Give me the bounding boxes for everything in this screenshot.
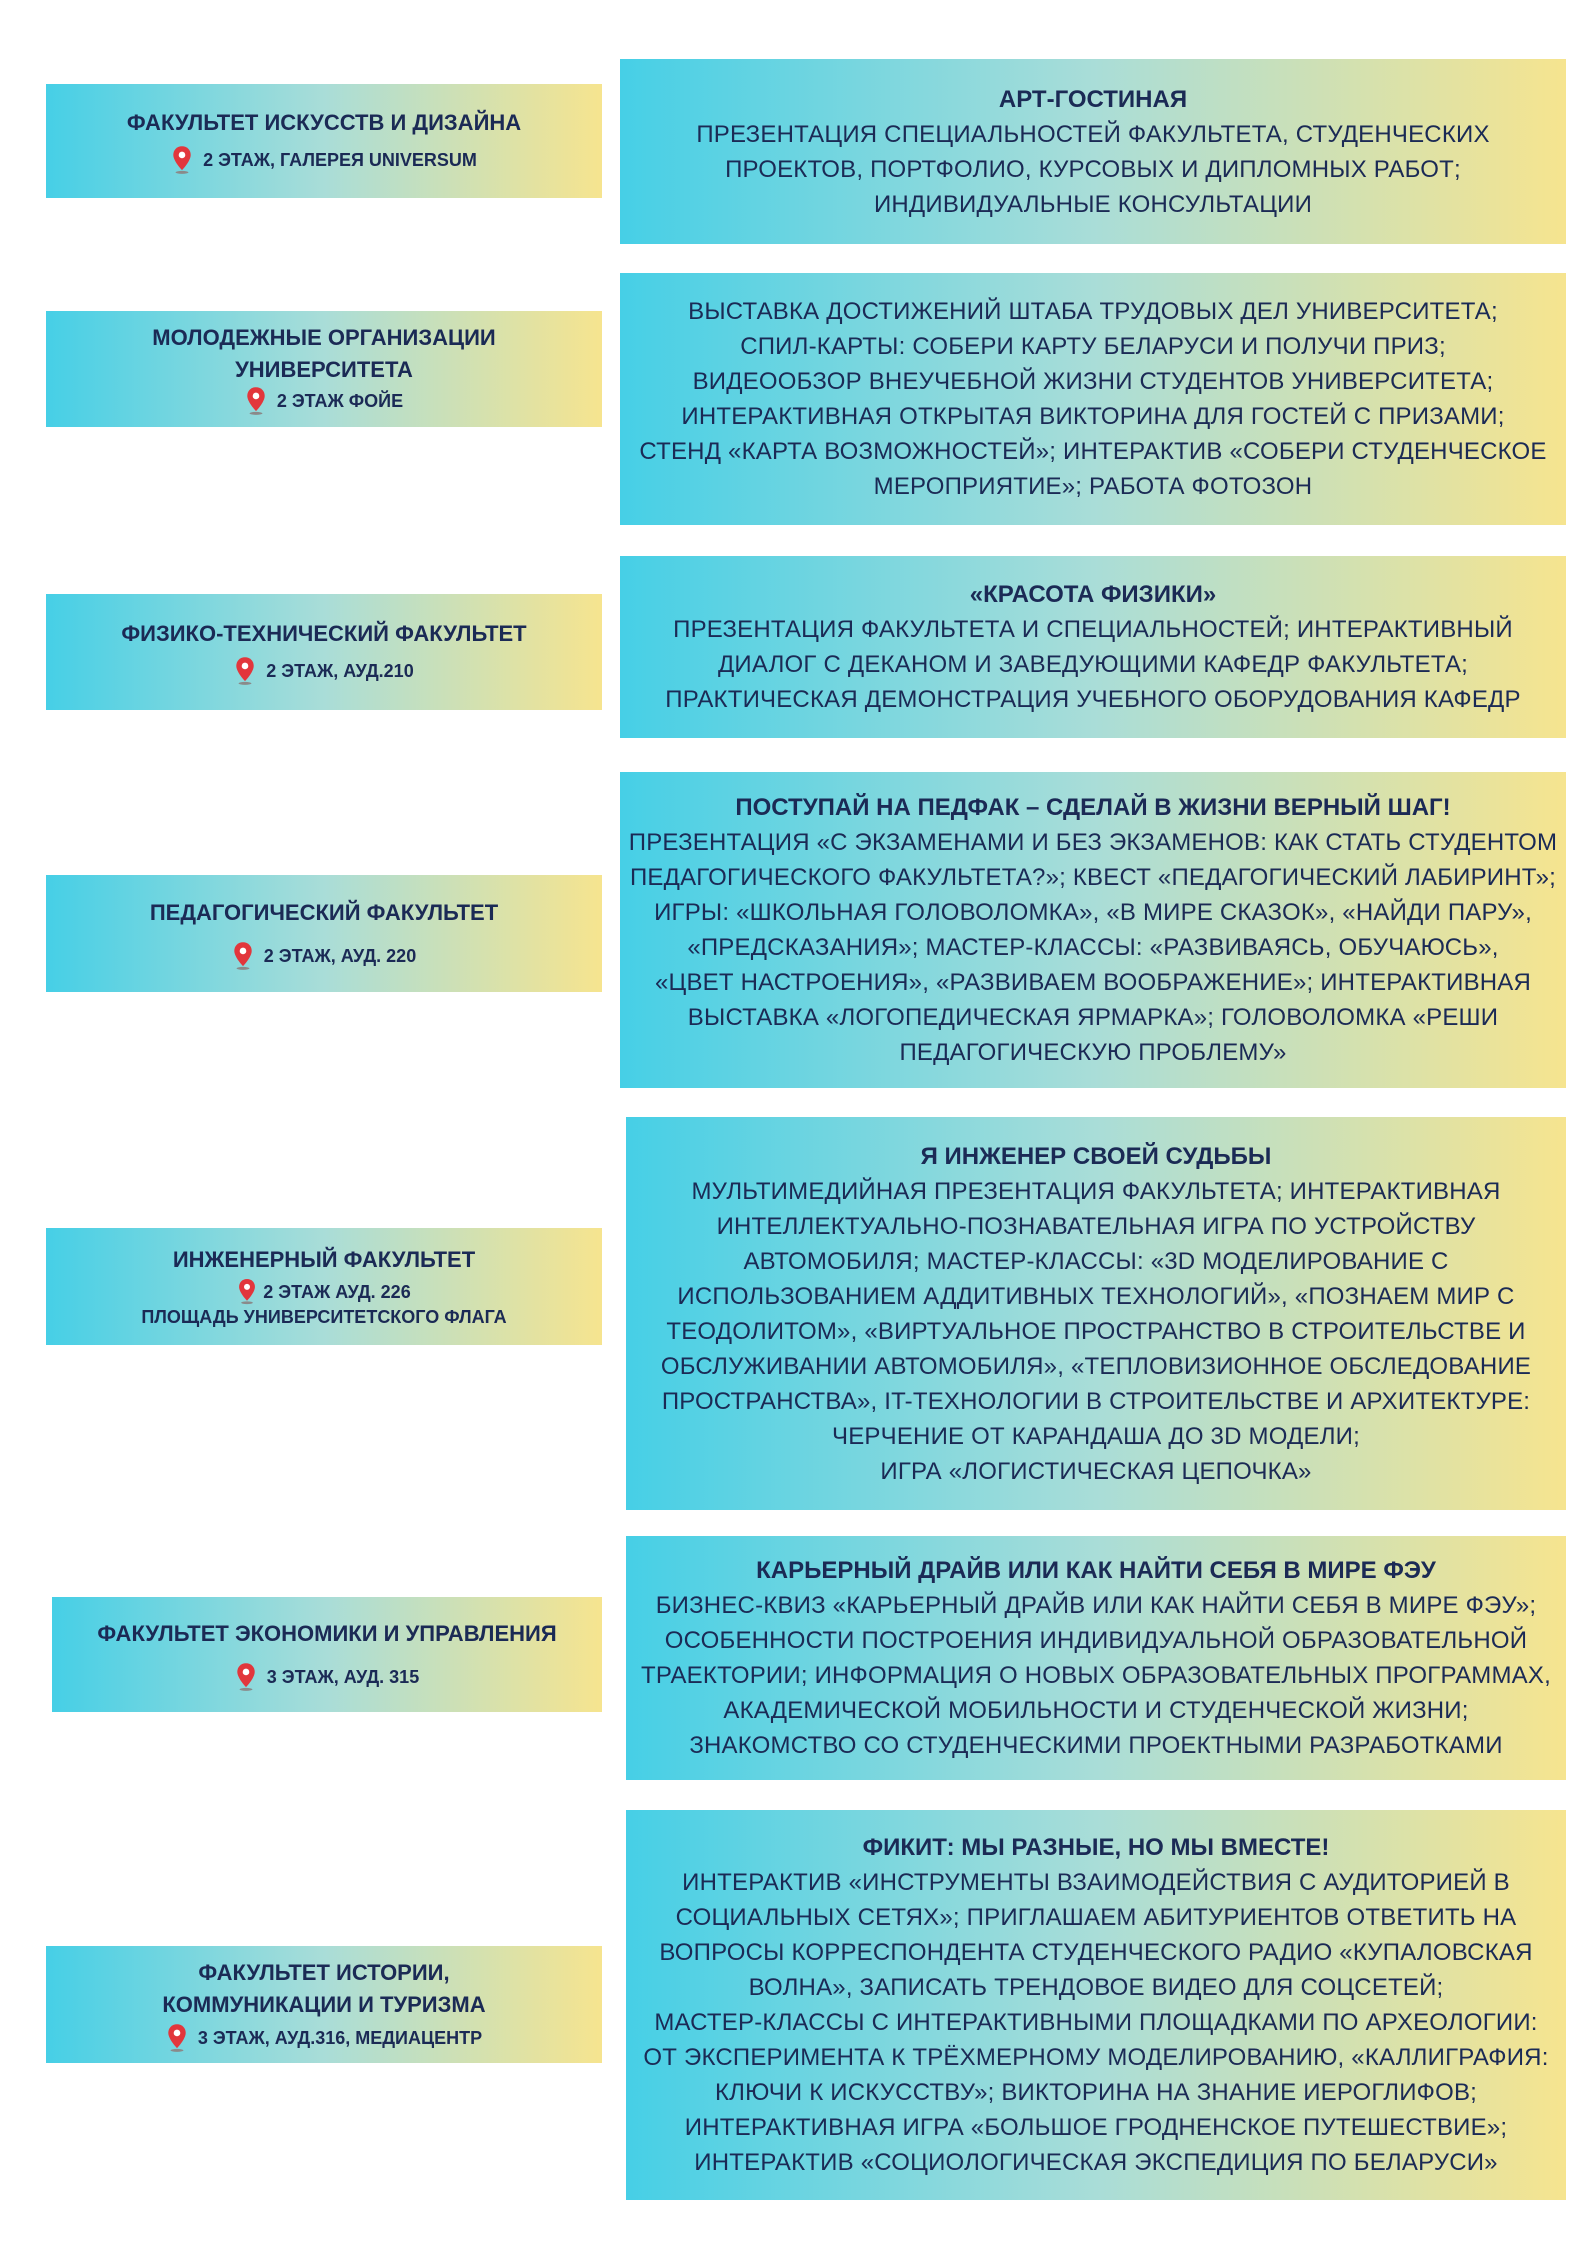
event-line: ВОЛНА», ЗАПИСАТЬ ТРЕНДОВОЕ ВИДЕО ДЛЯ СОЦСЕТЕЙ; xyxy=(748,1974,1444,2001)
event-line: «ЦВЕТ НАСТРОЕНИЯ», «РАЗВИВАЕМ ВООБРАЖЕНИЕ»; ИНТЕРАКТИВНАЯ xyxy=(654,969,1532,996)
event-card xyxy=(620,772,1566,1088)
faculty-title: МОЛОДЕЖНЫЕ ОРГАНИЗАЦИИ xyxy=(152,325,496,350)
event-heading: КАРЬЕРНЫЙ ДРАЙВ ИЛИ КАК НАЙТИ СЕБЯ В МИРЕ ФЭУ xyxy=(756,1557,1436,1584)
faculty-card xyxy=(46,311,602,427)
faculty-location xyxy=(234,656,413,686)
location-text: 2 ЭТАЖ, АУД. 220 xyxy=(263,945,417,966)
event-card xyxy=(620,59,1566,244)
event-line: ИГРЫ: «ШКОЛЬНАЯ ГОЛОВОЛОМКА», «В МИРЕ СКАЗОК», «НАЙДИ ПАРУ», xyxy=(654,899,1532,926)
event-line: МУЛЬТИМЕДИЙНАЯ ПРЕЗЕНТАЦИЯ ФАКУЛЬТЕТА; ИНТЕРАКТИВНАЯ xyxy=(691,1177,1501,1205)
faculty-location xyxy=(237,1278,410,1305)
event-line: ПРЕЗЕНТАЦИЯ «С ЭКЗАМЕНАМИ И БЕЗ ЭКЗАМЕНОВ: КАК СТАТЬ СТУДЕНТОМ xyxy=(628,829,1558,856)
location-text: 2 ЭТАЖ, ГАЛЕРЕЯ UNIVERSUM xyxy=(203,150,477,170)
event-line: АКАДЕМИЧЕСКОЙ МОБИЛЬНОСТИ И СТУДЕНЧЕСКОЙ ЖИЗНИ; xyxy=(723,1697,1469,1724)
event-line: МЕРОПРИЯТИЕ»; РАБОТА ФОТОЗОН xyxy=(873,473,1313,500)
event-heading: АРТ-ГОСТИНАЯ xyxy=(998,85,1188,113)
faculty-card xyxy=(46,594,602,710)
faculty-location-extra: ПЛОЩАДЬ УНИВЕРСИТЕТСКОГО ФЛАГА xyxy=(141,1307,507,1327)
map-pin-icon xyxy=(234,656,256,686)
event-line: МАСТЕР-КЛАССЫ С ИНТЕРАКТИВНЫМИ ПЛОЩАДКАМИ ПО АРХЕОЛОГИИ: xyxy=(654,2009,1538,2036)
event-card xyxy=(626,1117,1566,1510)
faculty-title: ФИЗИКО-ТЕХНИЧЕСКИЙ ФАКУЛЬТЕТ xyxy=(121,621,527,646)
event-line: ВИДЕООБЗОР ВНЕУЧЕБНОЙ ЖИЗНИ СТУДЕНТОВ УНИВЕРСИТЕТА; xyxy=(692,368,1494,395)
faculty-title: УНИВЕРСИТЕТА xyxy=(235,357,413,382)
faculty-card xyxy=(46,875,602,992)
map-pin-icon xyxy=(237,1278,257,1305)
map-pin-icon xyxy=(232,941,254,971)
faculty-title: ФАКУЛЬТЕТ ИСТОРИИ, xyxy=(198,1959,450,1985)
event-line: СТЕНД «КАРТА ВОЗМОЖНОСТЕЙ»; ИНТЕРАКТИВ «СОБЕРИ СТУДЕНЧЕСКОЕ xyxy=(639,438,1547,465)
faculty-location xyxy=(232,941,416,971)
faculty-location xyxy=(235,1662,419,1692)
event-line: ИНТЕЛЛЕКТУАЛЬНО-ПОЗНАВАТЕЛЬНАЯ ИГРА ПО УСТРОЙСТВУ xyxy=(716,1212,1476,1240)
event-line: ПРАКТИЧЕСКАЯ ДЕМОНСТРАЦИЯ УЧЕБНОГО ОБОРУДОВАНИЯ КАФЕДР xyxy=(665,686,1521,713)
event-line: ОТ ЭКСПЕРИМЕНТА К ТРЁХМЕРНОМУ МОДЕЛИРОВАНИЮ, «КАЛЛИГРАФИЯ: xyxy=(643,2044,1549,2071)
event-line: ВЫСТАВКА «ЛОГОПЕДИЧЕСКАЯ ЯРМАРКА»; ГОЛОВОЛОМКА «РЕШИ xyxy=(687,1004,1499,1031)
location-text: 3 ЭТАЖ, АУД.316, МЕДИАЦЕНТР xyxy=(197,2027,483,2048)
event-line: ИНТЕРАКТИВ «ИНСТРУМЕНТЫ ВЗАИМОДЕЙСТВИЯ С АУДИТОРИЕЙ В xyxy=(682,1869,1510,1896)
event-line: ПРОЕКТОВ, ПОРТФОЛИО, КУРСОВЫХ И ДИПЛОМНЫХ РАБОТ; xyxy=(725,155,1461,183)
event-line: СОЦИАЛЬНЫХ СЕТЯХ»; ПРИГЛАШАЕМ АБИТУРИЕНТОВ ОТВЕТИТЬ НА xyxy=(675,1904,1517,1931)
map-pin-icon xyxy=(171,145,193,175)
event-line: ВЫСТАВКА ДОСТИЖЕНИЙ ШТАБА ТРУДОВЫХ ДЕЛ УНИВЕРСИТЕТА; xyxy=(688,298,1498,325)
faculty-title: ИНЖЕНЕРНЫЙ ФАКУЛЬТЕТ xyxy=(172,1247,476,1272)
map-pin-icon xyxy=(166,2023,188,2053)
faculty-card xyxy=(46,1228,602,1345)
event-line: СПИЛ-КАРТЫ: СОБЕРИ КАРТУ БЕЛАРУСИ И ПОЛУЧИ ПРИЗ; xyxy=(740,333,1446,360)
event-card xyxy=(626,1536,1566,1780)
event-line: ИНТЕРАКТИВ «СОЦИОЛОГИЧЕСКАЯ ЭКСПЕДИЦИЯ ПО БЕЛАРУСИ» xyxy=(694,2149,1498,2176)
faculty-title: ФАКУЛЬТЕТ ЭКОНОМИКИ И УПРАВЛЕНИЯ xyxy=(97,1620,557,1646)
event-line: АВТОМОБИЛЯ; МАСТЕР-КЛАССЫ: «3D МОДЕЛИРОВАНИЕ С xyxy=(743,1247,1449,1275)
map-pin-icon xyxy=(235,1662,257,1692)
event-line: ОСОБЕННОСТИ ПОСТРОЕНИЯ ИНДИВИДУАЛЬНОЙ ОБРАЗОВАТЕЛЬНОЙ xyxy=(664,1627,1528,1654)
location-text: 2 ЭТАЖ, АУД.210 xyxy=(266,661,414,681)
event-line: ПРЕЗЕНТАЦИЯ СПЕЦИАЛЬНОСТЕЙ ФАКУЛЬТЕТА, СТУДЕНЧЕСКИХ xyxy=(696,120,1490,148)
faculty-card xyxy=(52,1597,602,1712)
location-text: 2 ЭТАЖ АУД. 226 xyxy=(263,1281,411,1302)
event-line: ТЕОДОЛИТОМ», «ВИРТУАЛЬНОЕ ПРОСТРАНСТВО В СТРОИТЕЛЬСТВЕ И xyxy=(666,1317,1526,1345)
faculty-title: ФАКУЛЬТЕТ ИСКУССТВ И ДИЗАЙНА xyxy=(126,110,522,135)
event-heading: ФИКИТ: МЫ РАЗНЫЕ, НО МЫ ВМЕСТЕ! xyxy=(862,1834,1330,1861)
faculty-card xyxy=(46,1946,602,2063)
faculty-location xyxy=(166,2023,482,2053)
event-heading: «КРАСОТА ФИЗИКИ» xyxy=(969,581,1217,608)
event-line: КЛЮЧИ К ИСКУССТВУ»; ВИКТОРИНА НА ЗНАНИЕ ИЕРОГЛИФОВ; xyxy=(714,2079,1478,2106)
event-line: ПРЕЗЕНТАЦИЯ ФАКУЛЬТЕТА И СПЕЦИАЛЬНОСТЕЙ; ИНТЕРАКТИВНЫЙ xyxy=(673,616,1513,643)
event-line: ИНДИВИДУАЛЬНЫЕ КОНСУЛЬТАЦИИ xyxy=(873,190,1313,218)
event-line: ИГРА «ЛОГИСТИЧЕСКАЯ ЦЕПОЧКА» xyxy=(880,1457,1312,1485)
event-heading: Я ИНЖЕНЕР СВОЕЙ СУДЬБЫ xyxy=(920,1142,1272,1170)
event-line: ВОПРОСЫ КОРРЕСПОНДЕНТА СТУДЕНЧЕСКОГО РАДИО «КУПАЛОВСКАЯ xyxy=(659,1939,1533,1966)
location-text: 3 ЭТАЖ, АУД. 315 xyxy=(266,1666,420,1687)
event-line: ИНТЕРАКТИВНАЯ ИГРА «БОЛЬШОЕ ГРОДНЕНСКОЕ ПУТЕШЕСТВИЕ»; xyxy=(684,2114,1508,2141)
event-line: ДИАЛОГ С ДЕКАНОМ И ЗАВЕДУЮЩИМИ КАФЕДР ФАКУЛЬТЕТА; xyxy=(717,651,1469,678)
event-card xyxy=(620,273,1566,525)
event-line: ИНТЕРАКТИВНАЯ ОТКРЫТАЯ ВИКТОРИНА ДЛЯ ГОСТЕЙ С ПРИЗАМИ; xyxy=(681,403,1505,430)
event-card xyxy=(620,556,1566,738)
event-line: ЗНАКОМСТВО СО СТУДЕНЧЕСКИМИ ПРОЕКТНЫМИ РАЗРАБОТКАМИ xyxy=(689,1732,1503,1759)
location-text: 2 ЭТАЖ ФОЙЕ xyxy=(276,391,404,411)
faculty-card xyxy=(46,84,602,198)
event-line: ПЕДАГОГИЧЕСКУЮ ПРОБЛЕМУ» xyxy=(899,1039,1287,1066)
event-line: «ПРЕДСКАЗАНИЯ»; МАСТЕР-КЛАССЫ: «РАЗВИВАЯСЬ, ОБУЧАЮСЬ», xyxy=(687,934,1499,961)
event-card xyxy=(626,1810,1566,2200)
faculty-location xyxy=(245,386,403,416)
event-line: ЧЕРЧЕНИЕ ОТ КАРАНДАША ДО 3D МОДЕЛИ; xyxy=(832,1422,1360,1450)
event-line: ПЕДАГОГИЧЕСКОГО ФАКУЛЬТЕТА?»; КВЕСТ «ПЕДАГОГИЧЕСКИЙ ЛАБИРИНТ»; xyxy=(629,864,1557,891)
map-pin-icon xyxy=(245,386,267,416)
event-heading: ПОСТУПАЙ НА ПЕДФАК – СДЕЛАЙ В ЖИЗНИ ВЕРНЫЙ ШАГ! xyxy=(735,794,1451,821)
event-line: ПРОСТРАНСТВА», IT-ТЕХНОЛОГИИ В СТРОИТЕЛЬСТВЕ И АРХИТЕКТУРЕ: xyxy=(661,1387,1531,1415)
faculty-title: КОММУНИКАЦИИ И ТУРИЗМА xyxy=(162,1991,486,2017)
event-line: БИЗНЕС-КВИЗ «КАРЬЕРНЫЙ ДРАЙВ ИЛИ КАК НАЙТИ СЕБЯ В МИРЕ ФЭУ»; xyxy=(655,1592,1537,1619)
event-line: ОБСЛУЖИВАНИИ АВТОМОБИЛЯ», «ТЕПЛОВИЗИОННОЕ ОБСЛЕДОВАНИЕ xyxy=(660,1352,1532,1380)
faculty-title: ПЕДАГОГИЧЕСКИЙ ФАКУЛЬТЕТ xyxy=(149,899,499,925)
event-line: ТРАЕКТОРИИ; ИНФОРМАЦИЯ О НОВЫХ ОБРАЗОВАТЕЛЬНЫХ ПРОГРАММАХ, xyxy=(641,1662,1551,1689)
faculty-location xyxy=(171,145,477,175)
event-line: ИСПОЛЬЗОВАНИЕМ АДДИТИВНЫХ ТЕХНОЛОГИЙ», «ПОЗНАЕМ МИР С xyxy=(677,1282,1515,1310)
